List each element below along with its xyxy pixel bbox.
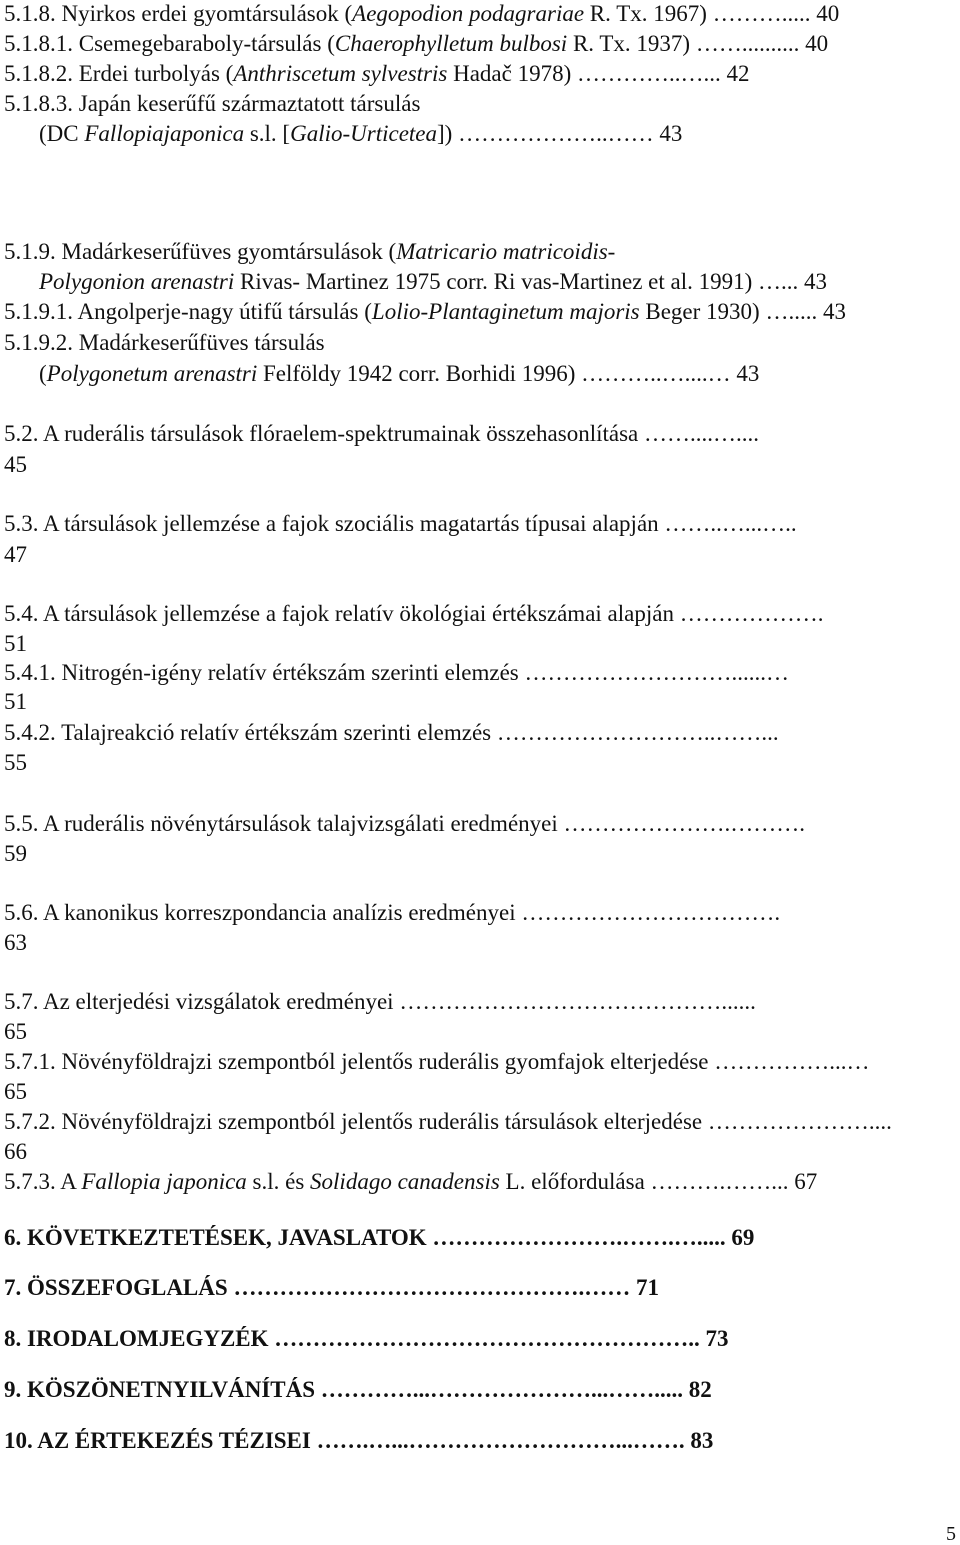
toc-num: 5.3. — [4, 511, 39, 536]
toc-text: A kanonikus korreszpondancia analízis eredményei — [38, 900, 516, 925]
taxon-name: Aegopodion podagrariae — [352, 1, 585, 26]
toc-text: (DC — [39, 121, 85, 146]
leader-dots: …………..…... — [576, 61, 727, 86]
leader-dots: ……………………………………...... — [399, 989, 756, 1014]
toc-num: 5.2. — [4, 421, 39, 446]
toc-page-5-7-1: 65 — [4, 1079, 27, 1104]
toc-page-number: 82 — [688, 1377, 712, 1402]
toc-num: 5.1.9.1. — [4, 299, 73, 324]
toc-text: Az elterjedési vizsgálatok eredményei — [38, 989, 394, 1014]
leader-dots: ………………………......… — [524, 660, 789, 685]
toc-entry-6 — [4, 1224, 754, 1251]
toc-text: A — [55, 1169, 82, 1194]
leader-dots: ………………. — [679, 601, 824, 626]
toc-text: Angolperje-nagy útifű társulás ( — [73, 299, 372, 324]
leader-dots: ……………………………. — [521, 900, 781, 925]
toc-text: s.l. és — [246, 1169, 311, 1194]
taxon-name: Matricario matricoidis- — [396, 239, 616, 264]
leader-dots: ………..... — [712, 1, 817, 26]
leader-dots: ……………...… — [714, 1049, 870, 1074]
toc-text: Rivas- Martinez 1975 corr. Ri vas-Martinez et al. 1991) — [234, 269, 759, 294]
toc-text: Madárkeserűfüves gyomtársulások ( — [55, 239, 397, 264]
toc-num: 5.1.8. — [4, 1, 56, 26]
toc-page-5-7-2: 66 — [4, 1139, 27, 1164]
toc-entry-5-1-9-cont — [39, 268, 827, 295]
toc-entry-9 — [4, 1376, 712, 1403]
toc-entry-5-2 — [4, 420, 759, 447]
leader-dots: …………………….…….…..... — [432, 1225, 732, 1250]
leader-dots: ……....….... — [644, 421, 759, 446]
toc-entry-5-1-8 — [4, 0, 839, 27]
toc-entry-5-7-2 — [4, 1108, 892, 1135]
chapter-title: 9. KÖSZÖNETNYILVÁNÍTÁS — [4, 1377, 321, 1402]
toc-text: Nyirkos erdei gyomtársulások ( — [55, 1, 353, 26]
toc-page-number: 83 — [690, 1428, 714, 1453]
toc-text: Madárkeserűfüves társulás — [73, 330, 325, 355]
taxon-name: Polygonetum arenastri — [46, 361, 258, 386]
toc-entry-5-3 — [4, 510, 797, 537]
toc-text: Beger 1930) — [639, 299, 766, 324]
toc-text: A társulások jellemzése a fajok relatív ökológiai értékszámai alapján — [38, 601, 674, 626]
leader-dots: ………………..…… — [458, 121, 660, 146]
leader-dots: …..... — [765, 299, 823, 324]
toc-text: A ruderális növénytársulások talajvizsgálati eredményei — [38, 811, 558, 836]
leader-dots: ………………….... — [707, 1109, 892, 1134]
leader-dots: ………………….………. — [563, 811, 806, 836]
toc-page-number: 42 — [726, 61, 750, 86]
chapter-title: 7. ÖSSZEFOGLALÁS — [4, 1275, 234, 1300]
page-number: 5 — [946, 1523, 956, 1545]
toc-page-5-6: 63 — [4, 930, 27, 955]
toc-entry-5-4 — [4, 600, 823, 627]
toc-page-5-4: 51 — [4, 631, 27, 656]
leader-dots: ……………………………………………….. — [274, 1326, 706, 1351]
toc-page-number: 69 — [731, 1225, 755, 1250]
taxon-name: Solidago canadensis — [310, 1169, 500, 1194]
toc-entry-5-5 — [4, 810, 805, 837]
leader-dots: …... — [758, 269, 805, 294]
taxon-name: Polygonion arenastri — [39, 269, 235, 294]
toc-page-number: 73 — [705, 1326, 729, 1351]
toc-entry-5-1-9 — [4, 238, 615, 265]
toc-text: s.l. [ — [244, 121, 291, 146]
toc-text: Növényföldrajzi szempontból jelentős ruderális társulások elterjedése — [55, 1109, 703, 1134]
toc-page-number: 67 — [794, 1169, 818, 1194]
toc-page-number: 71 — [635, 1275, 659, 1300]
toc-num: 5.7. — [4, 989, 39, 1014]
chapter-title: 6. KÖVETKEZTETÉSEK, JAVASLATOK — [4, 1225, 433, 1250]
toc-num: 5.7.1. — [4, 1049, 56, 1074]
toc-entry-5-1-9-2-cont — [39, 360, 759, 387]
toc-page-5-5: 59 — [4, 841, 27, 866]
toc-num: 5.1.9. — [4, 239, 56, 264]
toc-entry-5-1-8-3 — [4, 90, 420, 117]
toc-text: ( — [39, 361, 47, 386]
toc-page-number: 40 — [805, 31, 829, 56]
taxon-name: Lolio-Plantaginetum majoris — [371, 299, 640, 324]
toc-entry-8 — [4, 1325, 729, 1352]
toc-text: A ruderális társulások flóraelem-spektrumainak összehasonlítása — [38, 421, 639, 446]
toc-entry-5-7-3 — [4, 1168, 817, 1195]
toc-text: Növényföldrajzi szempontból jelentős ruderális gyomfajok elterjedése — [55, 1049, 709, 1074]
toc-text: Csemegebaraboly-társulás ( — [73, 31, 335, 56]
toc-text: R. Tx. 1967) — [584, 1, 713, 26]
toc-num: 5.7.3. — [4, 1169, 56, 1194]
toc-num: 5.1.8.1. — [4, 31, 73, 56]
leader-dots: ……….……... — [650, 1169, 795, 1194]
leader-dots: …….…...………………………...……. — [316, 1428, 691, 1453]
toc-entry-5-6 — [4, 899, 780, 926]
toc-entry-5-1-9-1 — [4, 298, 846, 325]
toc-num: 5.1.9.2. — [4, 330, 73, 355]
toc-page-5-7: 65 — [4, 1019, 27, 1044]
leader-dots: …………...…………………...……..... — [320, 1377, 689, 1402]
toc-entry-5-7-1 — [4, 1048, 870, 1075]
leader-dots: …….......... — [695, 31, 806, 56]
toc-num: 5.5. — [4, 811, 39, 836]
toc-text: Nitrogén-igény relatív értékszám szerinti elemzés — [55, 660, 519, 685]
toc-page-number: 43 — [659, 121, 683, 146]
toc-entry-5-1-8-2 — [4, 60, 749, 87]
leader-dots: ……………………………………….…… — [233, 1275, 636, 1300]
toc-page-5-2: 45 — [4, 452, 27, 477]
toc-entry-5-7 — [4, 988, 756, 1015]
toc-text: Erdei turbolyás ( — [73, 61, 234, 86]
toc-entry-7 — [4, 1274, 659, 1301]
toc-entry-5-1-9-2 — [4, 329, 325, 356]
toc-num: 5.1.8.2. — [4, 61, 73, 86]
toc-num: 5.7.2. — [4, 1109, 56, 1134]
toc-page-5-3: 47 — [4, 542, 27, 567]
toc-page-number: 43 — [822, 299, 846, 324]
toc-num: 5.4. — [4, 601, 39, 626]
toc-entry-5-4-2 — [4, 719, 779, 746]
toc-page-number: 43 — [736, 361, 760, 386]
chapter-title: 8. IRODALOMJEGYZÉK — [4, 1326, 275, 1351]
toc-page-5-4-2: 55 — [4, 750, 27, 775]
toc-num: 5.4.2. — [4, 720, 56, 745]
toc-text: Hadač 1978) — [447, 61, 577, 86]
leader-dots: ………..…....… — [581, 361, 737, 386]
toc-num: 5.6. — [4, 900, 39, 925]
toc-num: 5.1.8.3. — [4, 91, 73, 116]
taxon-name: Fallopia japonica — [81, 1169, 247, 1194]
toc-num: 5.4.1. — [4, 660, 56, 685]
taxon-name: Galio-Urticetea — [290, 121, 437, 146]
toc-text: L. előfordulása — [499, 1169, 651, 1194]
toc-page-5-4-1: 51 — [4, 689, 27, 714]
toc-page-number: 40 — [816, 1, 840, 26]
toc-entry-10 — [4, 1427, 713, 1454]
toc-text: Japán keserűfű származtatott társulás — [73, 91, 421, 116]
toc-page-number: 43 — [804, 269, 828, 294]
toc-entry-5-1-8-3-cont — [39, 120, 682, 147]
toc-text: A társulások jellemzése a fajok szociális magatartás típusai alapján — [38, 511, 659, 536]
taxon-name: Fallopiajaponica — [84, 121, 245, 146]
toc-text: Talajreakció relatív értékszám szerinti elemzés — [55, 720, 492, 745]
toc-text: ]) — [437, 121, 459, 146]
toc-entry-5-4-1 — [4, 659, 789, 686]
chapter-title: 10. AZ ÉRTEKEZÉS TÉZISEI — [4, 1428, 317, 1453]
leader-dots: ……..…...….. — [664, 511, 797, 536]
toc-text: R. Tx. 1937) — [567, 31, 696, 56]
toc-text: Felföldy 1942 corr. Borhidi 1996) — [257, 361, 582, 386]
taxon-name: Anthriscetum sylvestris — [233, 61, 448, 86]
toc-entry-5-1-8-1 — [4, 30, 828, 57]
taxon-name: Chaerophylletum bulbosi — [334, 31, 568, 56]
leader-dots: ………………………..……... — [496, 720, 779, 745]
